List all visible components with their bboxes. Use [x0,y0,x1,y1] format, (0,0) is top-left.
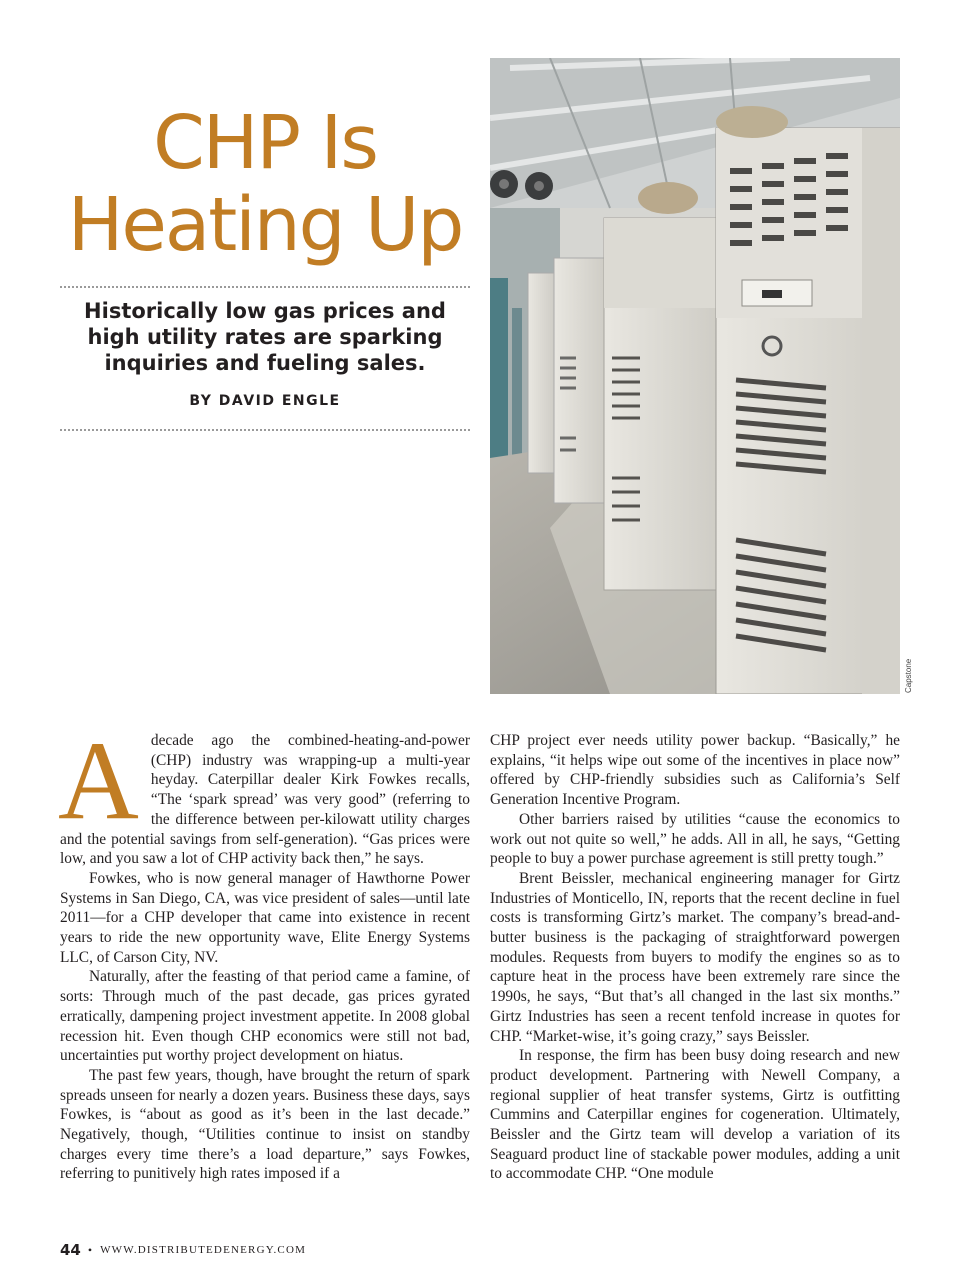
page-number: 44 [60,1241,81,1259]
article-paragraph: Fowkes, who is now general manager of Hawthorne Power Systems in San Diego, CA, was vice president of sales—until late 2011—for a CHP developer that came into existence in recent years to ride the new opportunity wave, Elite Energy Systems LLC, of Carson City, NV. [60,869,470,966]
article-column-left [58,719,470,1184]
headline-line-1: CHP Is [153,100,377,186]
deck-subtitle: Historically low gas prices and high utility rates are sparking inquiries and fueling sales. [84,299,446,375]
headline-line-2: Heating Up [67,182,463,268]
article-paragraph: The past few years, though, have brought the return of spark spreads unseen for nearly a dozen years. Business these days, says Fowkes, is “about as good as it’s been in the last decade.” Negatively, though, “Utilities continue to insist on standby charges every time there’s a load departure,” says Fowkes, referring to punitively high rates imposed if a [60,1066,470,1183]
article-paragraph: Other barriers raised by utilities “cause the economics to work out not quite so well,” he adds. All in all, he says, “Getting people to buy a power purchase agreement is still pretty tough.” [490,810,900,868]
article-paragraph: CHP project ever needs utility power backup. “Basically,” he explains, “it helps wipe out some of the incentives in place now” offered by CHP-friendly subsidies such as California’s Self Generation Incentive Program. [490,732,900,809]
article-paragraph: Naturally, after the feasting of that period came a famine, of sorts: Through much of the past decade, gas prices gyrated erratically, dampening project investment appetite. In 2008 global recession hit. Even though CHP economics were still not bad, uncertainties put worthy project development on hiatus. [60,968,470,1065]
microturbine-photo [490,58,900,694]
footer-website: WWW.DISTRIBUTEDENERGY.COM [100,1244,307,1256]
top-dotted-divider [60,286,470,288]
article-paragraph: In response, the firm has been busy doing research and new product development. Partnering with Newell Company, a regional supplier of heat transfer systems, Girtz is outfitting Cummins and Caterpillar engines for cogeneration. Ultimately, Beissler and the Girtz team will develop a variation of its Seaguard product line of stackable power modules, adding a unit to accommodate CHP. “One module [490,1047,900,1183]
footer-bullet: • [87,1242,93,1257]
headline [60,102,470,266]
article-column-right [490,731,900,1184]
photo-credit: Capstone [904,658,913,693]
article-paragraph: Brent Beissler, mechanical engineering manager for Girtz Industries of Monticello, IN, reports that the recent decline in fuel costs is transforming Girtz’s market. The company’s bread-and-butter business is the packaging of straightforward powergen modules. Requests from buyers to modify the engines so as to capture heat in the process have been extremely rare since the 1990s, he says, “But that’s all changed in the last six months.” Girtz Industries has seen a recent tenfold increase in quotes for CHP. “Market-wise, it’s going crazy,” says Beissler. [490,869,900,1045]
page-footer [60,1240,306,1260]
drop-cap: A [58,719,139,843]
microturbine-illustration [490,58,900,694]
bottom-dotted-divider [60,429,470,431]
byline: BY DAVID ENGLE [189,393,341,409]
article-paragraph: decade ago the combined-heating-and-power (CHP) industry was wrapping-up a multi-year heyday. Caterpillar dealer Kirk Fowkes recalls, “The ‘spark spread’ was very good” (referring to the difference between per-kilowatt utility charges and the potential savings from self-generation). “Gas prices were low, and you saw a lot of CHP activity back then,” he says. [60,732,470,868]
